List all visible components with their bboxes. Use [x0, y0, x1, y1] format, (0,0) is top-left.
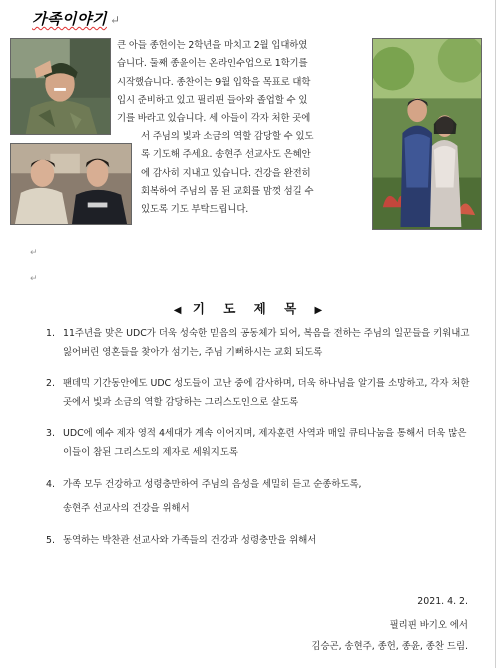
item-number: 5.	[46, 534, 55, 546]
prayer-item	[46, 532, 474, 551]
section-title	[32, 8, 121, 29]
paragraph-mark: ↵	[109, 13, 121, 27]
story-paragraph-top	[117, 37, 367, 128]
item-number: 3.	[46, 428, 55, 440]
brothers-photo	[10, 143, 132, 225]
item-text: UDC에 예수 제자 영적 4세대가 계속 이어지며, 제자훈련 사역과 매일 큐티나눔을 통해서 더욱 많은 이들이 참된 그리스도의 제자로 세워지도록	[63, 428, 467, 458]
paragraph-mark: ↵	[30, 274, 38, 284]
item-text: 팬데믹 기간동안에도 UDC 성도들이 고난 중에 감사하며, 더욱 하나님을 알기를 소망하고, 각자 처한 곳에서 빛과 소금의 역할 감당하는 그리스도인으로 살도록	[63, 378, 470, 408]
prayer-item	[46, 325, 474, 362]
story-line: 있도록 기도 부탁드립니다.	[141, 204, 249, 216]
item-text: 가족 모두 건강하고 성령충만하여 주님의 음성을 세밀히 듣고 순종하도록,	[63, 478, 362, 490]
story-line: 서 주님의 빛과 소금의 역할 감당할 수 있도	[141, 131, 314, 142]
item-text: 11주년을 맞은 UDC가 더욱 성숙한 믿음의 공동체가 되어, 복음을 전하는 주님의 일꾼들을 키워내고 잃어버린 영혼들을 찾아가 섬기는, 주님 기뻐하시는 교회 되도록	[63, 328, 470, 358]
story-line: 큰 아들 종헌이는 2학년을 마치고 2월 입대하였	[117, 40, 308, 51]
prayer-heading	[0, 299, 496, 317]
item-number: 2.	[46, 378, 55, 390]
story-line: 입시 준비하고 있고 필리핀 들아와 졸업할 수 있	[117, 94, 308, 106]
prayer-heading-text: 기 도 제 목	[192, 301, 304, 316]
prayer-list	[46, 325, 474, 563]
story-paragraph-bottom	[141, 128, 367, 219]
prayer-item	[46, 375, 474, 412]
prayer-item	[46, 476, 474, 519]
story-line: 기를 바라고 있습니다. 세 아들이 각자 처한 곳에	[117, 113, 311, 125]
paragraph-mark: ↵	[30, 248, 38, 258]
story-line: 록 기도해 주세요. 송현주 선교사도 은혜안	[141, 149, 311, 161]
item-number: 4.	[46, 478, 55, 490]
section-title-text: 가족이야기	[32, 12, 107, 28]
item-subtext: 송현주 선교사의 건강을 위해서	[63, 503, 190, 515]
item-number: 1.	[46, 328, 55, 339]
right-triangle-icon: ▶	[314, 305, 323, 316]
item-text: 동역하는 박찬관 선교사와 가족들의 건강과 성령충만을 위해서	[63, 534, 317, 546]
story-line: 회복하여 주님의 몸 된 교회를 맘껏 섬길 수	[141, 185, 314, 197]
salute-photo	[10, 38, 111, 135]
story-line: 습니다. 둘째 종윤이는 온라인수업으로 1학기를	[117, 58, 308, 70]
left-triangle-icon: ◀	[173, 305, 182, 316]
prayer-item	[46, 425, 474, 462]
couple-photo	[372, 38, 482, 230]
story-line: 에 감사히 지내고 있습니다. 건강을 완전히	[141, 167, 311, 179]
signoff-place: 필리핀 바기오 에서	[389, 620, 468, 631]
signoff-names: 김승곤, 송현주, 종헌, 종윤, 종찬 드림.	[311, 641, 468, 652]
story-line: 시작했습니다. 종찬이는 9월 입학을 목표로 대학	[117, 76, 311, 88]
signoff-date: 2021. 4. 2.	[417, 596, 468, 607]
